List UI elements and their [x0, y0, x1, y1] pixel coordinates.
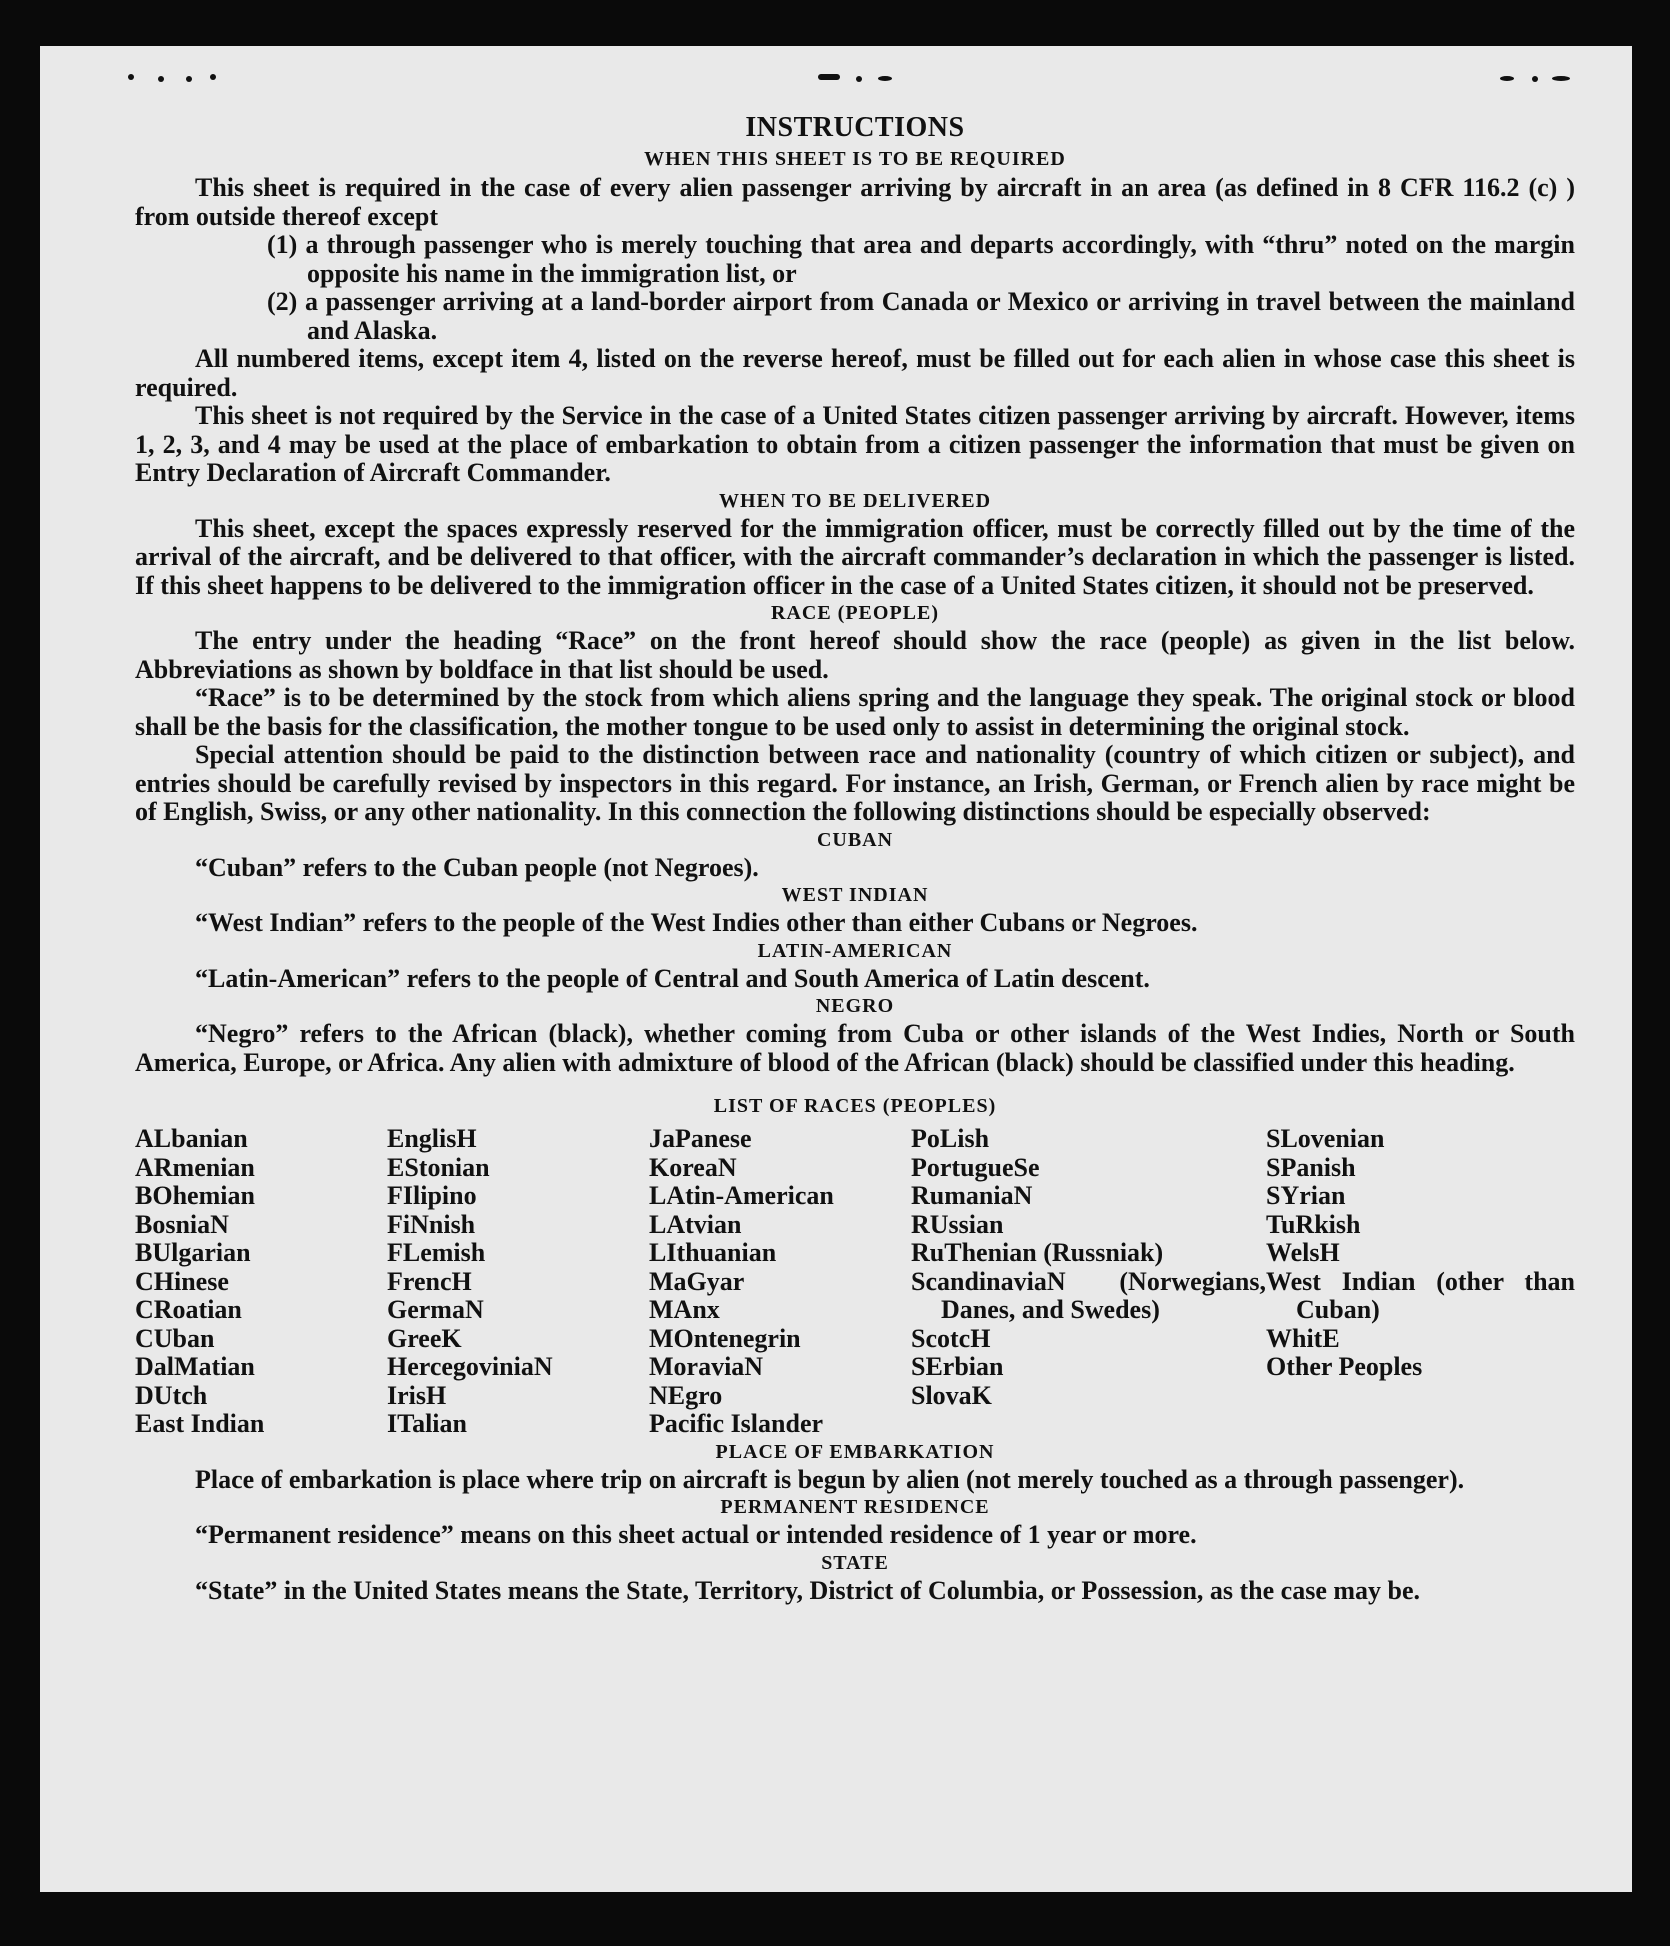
required-paragraph-3: This sheet is not required by the Service in the case of a United States citizen passenger arriving by aircraft. However, items 1, 2, 3, and 4 may be used at the place of embarkation to obtain from a citizen passenger the information that must be given on Entry Declaration of Aircraft Commander. — [135, 401, 1575, 487]
mark — [1552, 76, 1570, 81]
race-entry: SLovenian — [1266, 1124, 1385, 1153]
race-entry: LIthuanian — [649, 1238, 777, 1267]
mark — [856, 76, 862, 82]
race-entry: DalMatian — [135, 1352, 255, 1381]
negro-text: “Negro” refers to the African (black), whether coming from Cuba or other islands of the West Indies, North or South America, Europe, or Africa. Any alien with admixture of blood of the African (black) should be classified under this heading. — [135, 1019, 1575, 1077]
race-entry: MOntenegrin — [649, 1323, 801, 1353]
race-entry: ARmenian — [135, 1152, 255, 1182]
race-entry: CRoatian — [135, 1295, 242, 1324]
delivered-paragraph: This sheet, except the spaces expressly reserved for the immigration officer, must be correctly filled out by the time of the arrival of the aircraft, and be delivered to that officer, with the aircraft commander’s declaration in which the passenger is listed. If this sheet happens to be delivered to the immigration officer in the case of a United States citizen, it should not be preserved. — [135, 513, 1575, 600]
heading-cuban: CUBAN — [816, 828, 894, 851]
race-entry: BOhemian — [135, 1181, 255, 1210]
race-entry: WelsH — [1266, 1238, 1340, 1267]
heading-negro: NEGRO — [815, 995, 895, 1017]
race-entry: GreeK — [387, 1323, 462, 1353]
punch-marks — [100, 74, 1572, 84]
state-text: “State” in the United States means the State, Territory, District of Columbia, or Possession, as the case may be. — [195, 1575, 1421, 1605]
race-entry: PoLish — [911, 1124, 990, 1153]
race-entry: East Indian — [135, 1409, 265, 1438]
race-entry: EStonian — [387, 1152, 490, 1182]
race-entry: RUssian — [911, 1209, 1004, 1239]
heading-race: RACE (PEOPLE) — [771, 602, 939, 624]
race-entry: CHinese — [135, 1266, 229, 1296]
mark — [1532, 76, 1538, 82]
required-item-2: (2) a passenger arriving at a land-border airport from Canada or Mexico or arriving in travel between the mainland and Alaska. — [267, 287, 1575, 345]
race-entry: ALbanian — [135, 1124, 248, 1153]
races-column-4 — [911, 1125, 1266, 1439]
west-indian-text: “West Indian” refers to the people of the West Indies other than either Cubans or Negroes. — [195, 908, 1198, 937]
mark — [210, 74, 216, 80]
race-entry: SYrian — [1266, 1181, 1346, 1210]
races-column-5 — [1266, 1125, 1575, 1439]
race-entry: GermaN — [387, 1295, 484, 1324]
race-entry: ScandinaviaN (Norwegians, Danes, and Swedes) — [911, 1266, 1266, 1324]
race-paragraph-1: The entry under the heading “Race” on the front hereof should show the race (people) as given in the list below. Abbreviations as shown by boldface in that list should be used. — [135, 626, 1575, 684]
required-paragraph-2: All numbered items, except item 4, listed on the reverse hereof, must be filled out for each alien in whose case this sheet is required. — [135, 344, 1575, 402]
race-entry: ScotcH — [911, 1323, 991, 1353]
race-entry: RuThenian (Russniak) — [911, 1238, 1164, 1267]
races-list — [135, 1125, 1575, 1439]
mark — [186, 76, 192, 82]
race-entry: LAtvian — [649, 1209, 742, 1239]
heading-embarkation: PLACE OF EMBARKATION — [715, 1440, 995, 1463]
heading-races-list: LIST OF RACES (PEOPLES) — [713, 1095, 997, 1117]
races-column-2 — [387, 1125, 649, 1439]
race-entry: BUlgarian — [135, 1238, 251, 1267]
cuban-text: “Cuban” refers to the Cuban people (not Negroes). — [195, 852, 759, 882]
race-entry: SErbian — [911, 1352, 1004, 1381]
race-paragraph-2: “Race” is to be determined by the stock from which aliens spring and the language they speak. The original stock or blood shall be the basis for the classification, the mother tongue to be used only to assist in determining the original stock. — [135, 683, 1575, 741]
races-column-1 — [135, 1125, 387, 1439]
residence-text: “Permanent residence” means on this sheet actual or intended residence of 1 year or more. — [195, 1520, 1197, 1549]
race-entry: KoreaN — [649, 1152, 737, 1182]
race-entry: PortugueSe — [911, 1152, 1040, 1182]
heading-delivered: WHEN TO BE DELIVERED — [718, 489, 992, 512]
race-entry: EnglisH — [387, 1124, 477, 1153]
races-column-3 — [649, 1125, 911, 1439]
race-entry: JaPanese — [649, 1124, 752, 1153]
race-entry: TuRkish — [1266, 1209, 1361, 1239]
race-entry: RumaniaN — [911, 1181, 1033, 1210]
mark — [1500, 76, 1514, 81]
race-entry: FIlipino — [387, 1181, 477, 1210]
race-entry: West Indian (other than Cuban) — [1266, 1266, 1575, 1324]
latin-american-text: “Latin-American” refers to the people of Central and South America of Latin descent. — [195, 963, 1150, 993]
race-entry: BosniaN — [135, 1209, 229, 1239]
heading-required: WHEN THIS SHEET IS TO BE REQUIRED — [644, 148, 1066, 170]
mark — [818, 74, 840, 80]
mark — [158, 76, 164, 82]
mark — [128, 74, 134, 80]
race-entry: DUtch — [135, 1380, 208, 1410]
race-entry: MaGyar — [649, 1266, 745, 1296]
race-entry: MAnx — [649, 1295, 720, 1324]
race-entry: ITalian — [387, 1409, 467, 1438]
heading-residence: PERMANENT RESIDENCE — [720, 1496, 990, 1518]
document-body — [135, 112, 1575, 1605]
race-entry: HercegoviniaN — [387, 1352, 553, 1381]
required-item-1: (1) a through passenger who is merely touching that area and departs accordingly, with “thru” noted on the margin opposite his name in the immigration list, or — [267, 230, 1575, 288]
mark — [878, 76, 892, 81]
heading-west-indian: WEST INDIAN — [781, 884, 929, 906]
race-entry: NEgro — [649, 1380, 723, 1410]
race-entry: WhitE — [1266, 1323, 1340, 1353]
race-entry: SPanish — [1266, 1152, 1356, 1182]
document-page — [40, 46, 1632, 1892]
race-entry: SlovaK — [911, 1380, 992, 1410]
required-paragraph-1: This sheet is required in the case of every alien passenger arriving by aircraft in an area (as defined in 8 CFR 116.2 (c) ) from outside thereof except — [135, 173, 1575, 231]
race-entry: FiNnish — [387, 1209, 476, 1239]
race-entry: FLemish — [387, 1238, 486, 1267]
page-title: INSTRUCTIONS — [745, 112, 965, 143]
race-entry: MoraviaN — [649, 1352, 764, 1381]
heading-latin-american: LATIN-AMERICAN — [757, 939, 953, 962]
race-entry: LAtin-American — [649, 1181, 834, 1210]
race-entry: CUban — [135, 1323, 215, 1353]
heading-state: STATE — [821, 1551, 889, 1574]
race-entry: IrisH — [387, 1380, 447, 1410]
embarkation-text: Place of embarkation is place where trip on aircraft is begun by alien (not merely touched as a through passenger). — [195, 1464, 1465, 1494]
race-entry: Other Peoples — [1266, 1352, 1423, 1381]
race-entry: FrencH — [387, 1266, 472, 1296]
race-paragraph-3: Special attention should be paid to the distinction between race and nationality (country of which citizen or subject), and entries should be carefully revised by inspectors in this regard. For instance, an Irish, German, or French alien by race might be of English, Swiss, or any other nationality. In this connection the following distinctions should be especially observed: — [135, 740, 1575, 826]
race-entry: Pacific Islander — [649, 1409, 824, 1438]
